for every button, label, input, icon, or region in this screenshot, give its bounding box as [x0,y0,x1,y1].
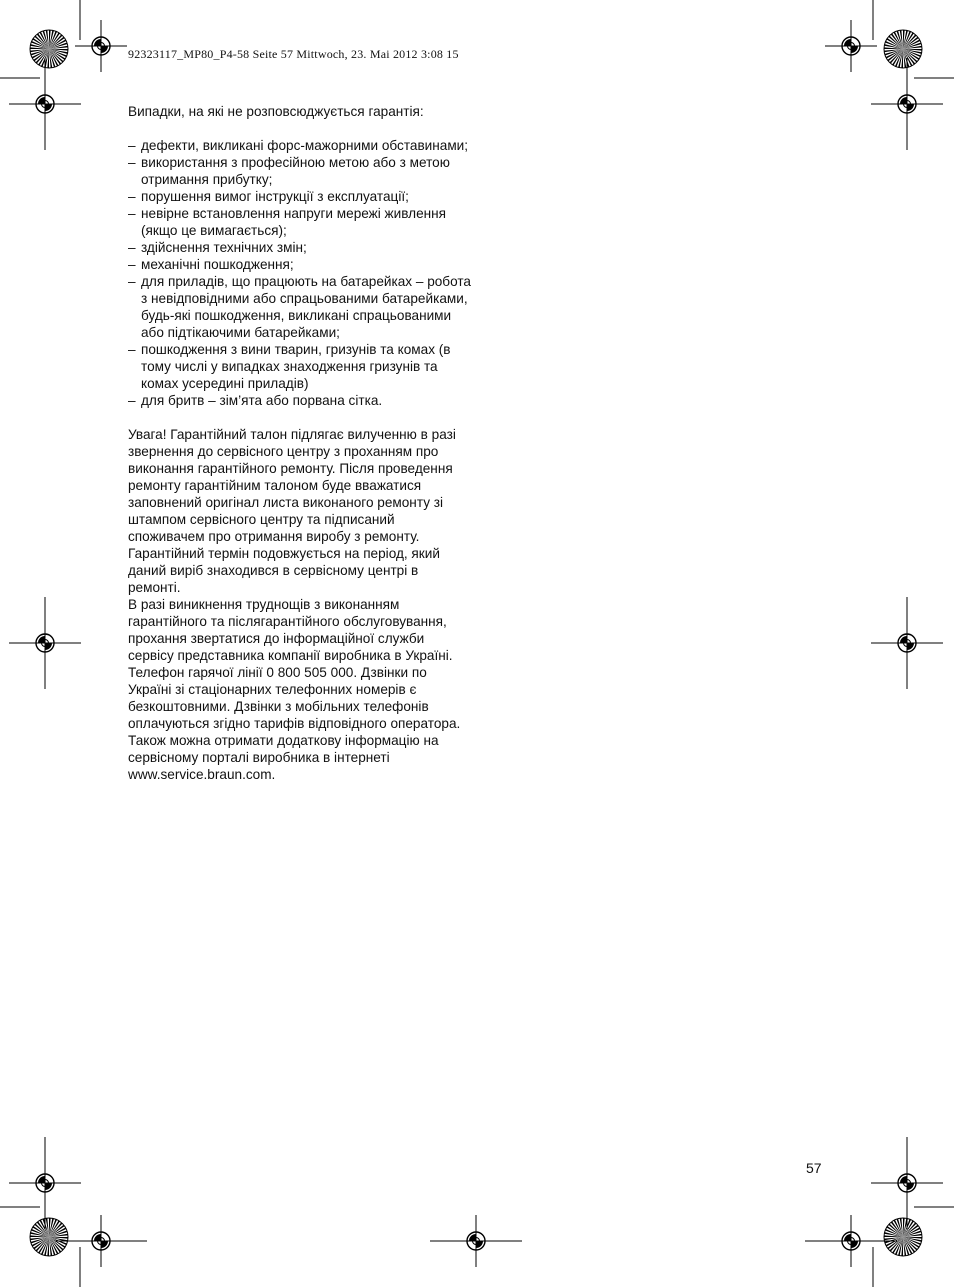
list-item: – для приладів, що працюють на батарейках – робота з невідповідними або спрацьованими батарейками, будь-які пошкодження, викликані спрацьованими або підтікаючими батарейками; [128,274,471,340]
list-item: – дефекти, викликані форс-мажорними обставинами; [128,138,469,153]
list-item: – невірне встановлення напруги мережі живлення (якщо це вимагається); [128,206,447,238]
registration-target-top-right [825,20,877,72]
list-item: – порушення вимог інструкції з експлуатації; [128,189,409,204]
list-item: – використання з професійною метою або з метою отримання прибутку; [128,155,450,187]
warning-paragraph: Увага! Гарантійний талон підлягає вилученню в разі звернення до сервісного центру з проханням про виконання гарантійного ремонту. Після проведення ремонту гарантійним талоном буде вважатися заповнений оригінал листа виконаного ремонту зі штампом сервісного центру та підписаний споживачем про отримання виробу з ремонту. Гарантійний термін подовжується на період, який даний виріб знаходився в сервісному центрі в ремонті. [128,427,456,595]
starburst-bottom-right [884,1218,922,1256]
starburst-bottom-left [30,1218,68,1256]
post-warranty-paragraph: В разі виникнення труднощів з виконанням гарантійного та післягарантійного обслуговування, прохання звертатися до інформаційної служби сервісу представника компанії виробника в Україні. [128,597,453,663]
warranty-text [128,103,473,783]
list-item: – здійснення технічних змін; [128,240,307,255]
website-paragraph: Також можна отримати додаткову інформацію на сервісному порталі виробника в інтернеті www.service.braun.com. [128,733,439,782]
registration-target-bottom-left [55,1215,147,1267]
registration-target-bottom-center [430,1215,522,1267]
registration-target-top-left [75,20,127,72]
registration-target-left-lower [9,1137,81,1229]
exclusions-list [128,137,473,409]
page-number: 57 [806,1160,822,1176]
registration-target-right-middle [871,597,943,689]
print-slug: 92323117_MP80_P4-58 Seite 57 Mittwoch, 23. Mai 2012 3:08 15 [128,47,459,61]
list-item: – для бритв – зім’ята або порвана сітка. [128,393,383,408]
starburst-top-left [30,30,68,68]
registration-target-right-upper [871,58,943,150]
registration-target-bottom-right [805,1215,897,1267]
registration-target-left-upper [9,58,81,150]
list-item: – механічні пошкодження; [128,257,294,272]
exclusions-intro: Випадки, на які не розповсюджується гарантія: [128,104,424,119]
registration-target-left-middle [9,597,81,689]
list-item: – пошкодження з вини тварин, гризунів та комах (в тому числі у випадках знаходження гризунів та комах усередині приладів) [128,342,451,391]
starburst-top-right [884,30,922,68]
registration-target-right-lower [871,1137,943,1229]
hotline-paragraph: Телефон гарячої лінії 0 800 505 000. Дзвінки по Україні зі стаціонарних телефонних номерів є безкоштовними. Дзвінки з мобільних телефонів оплачуються згідно тарифів відповідного оператора. [128,665,461,731]
